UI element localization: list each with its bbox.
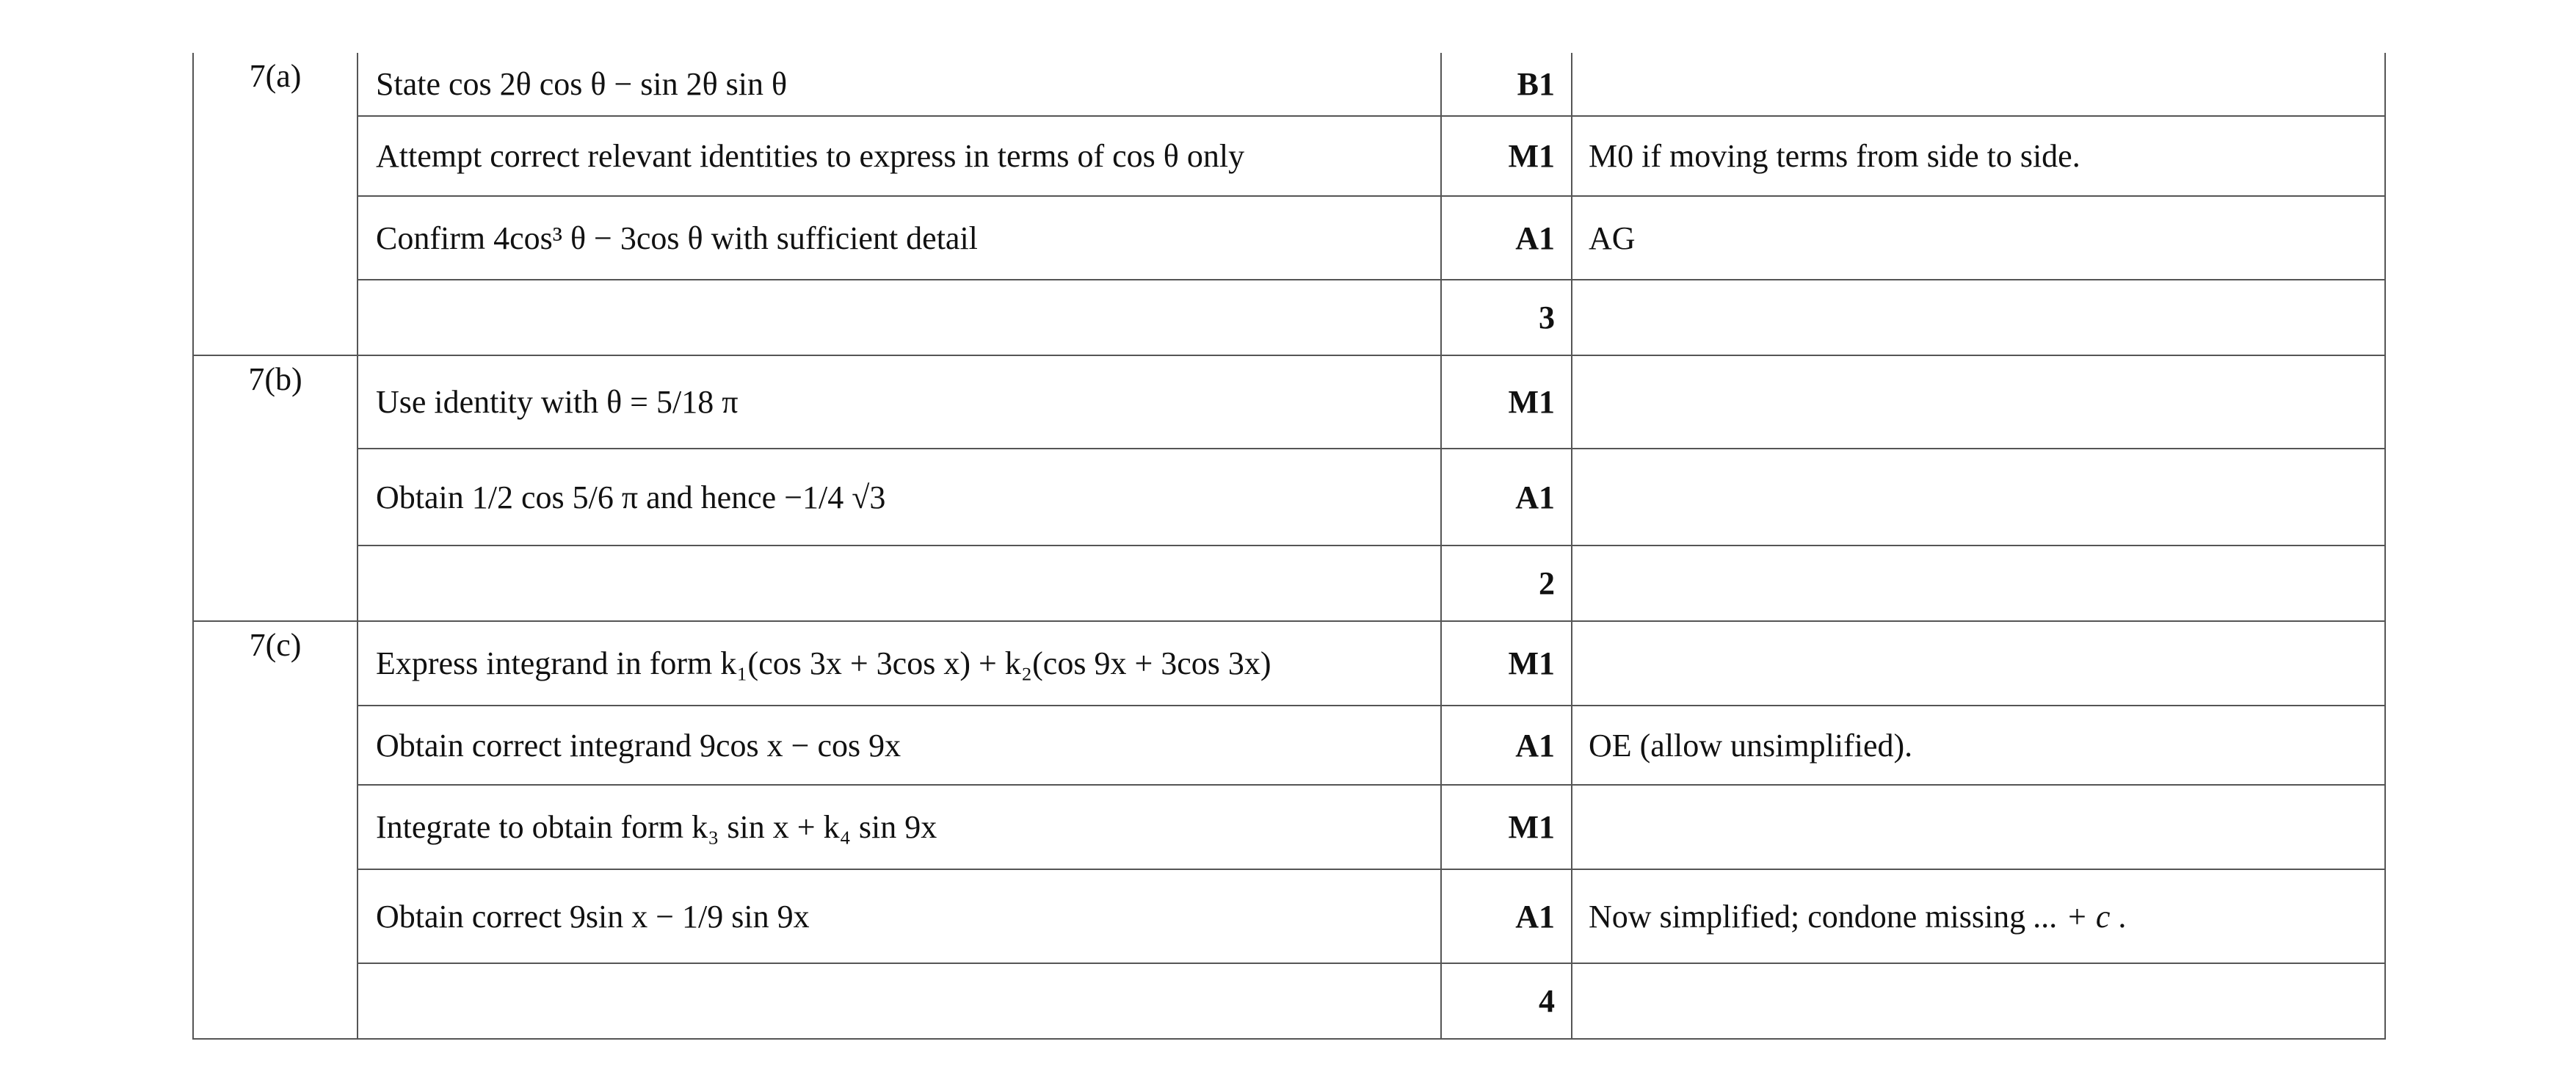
mark-cell: M1 [1441,785,1572,869]
table-row [193,449,2385,546]
answer-cell [358,706,1441,785]
guidance-text: Now simplified; condone missing [1589,898,2026,935]
answer-cell [358,53,1441,116]
answer-cell [358,449,1441,546]
answer-math: 1/2 cos 5/6 π [471,479,639,515]
answer-text: Integrate to obtain form [376,809,684,845]
answer-text: Obtain [376,479,464,515]
table-row [193,869,2385,963]
mark-cell: M1 [1441,621,1572,706]
answer-text: Use identity with [376,384,599,420]
table-row [193,785,2385,869]
answer-text: State [376,66,440,102]
answer-cell [358,621,1441,706]
answer-math: cos θ [1112,138,1179,174]
guidance-cell [1572,449,2385,546]
answer-text-mid: and hence [646,479,777,515]
guidance-cell [1572,280,2385,355]
table-row [193,280,2385,355]
guidance-cell [1572,785,2385,869]
question-number: 7(c) [193,621,358,1039]
guidance-math: ... + c [2033,898,2111,935]
answer-text: Obtain correct integrand [376,727,692,764]
mark-total: 3 [1441,280,1572,355]
table-row [193,706,2385,785]
guidance-cell [1572,869,2385,963]
table-row [193,621,2385,706]
mark-total: 4 [1441,963,1572,1039]
answer-math: 9cos x − cos 9x [700,727,901,764]
answer-text: Express integrand in form [376,645,713,681]
answer-cell [358,196,1441,280]
mark-cell: A1 [1441,196,1572,280]
mark-scheme-table [192,53,2386,1040]
table-row [193,546,2385,621]
guidance-cell [1572,355,2385,449]
answer-math: k₁(cos 3x + 3cos x) + k₂(cos 9x + 3cos 3x) [720,645,1271,681]
guidance-text-post: . [2118,898,2127,935]
table-row [193,116,2385,196]
question-number: 7(b) [193,355,358,621]
answer-cell [358,116,1441,196]
answer-cell [358,546,1441,621]
answer-text-post: with sufficient detail [711,220,978,256]
answer-math: 4cos³ θ − 3cos θ [493,220,703,256]
table-row [193,355,2385,449]
mark-cell: M1 [1441,116,1572,196]
question-number: 7(a) [193,53,358,355]
answer-cell [358,869,1441,963]
mark-total: 2 [1441,546,1572,621]
answer-cell [358,355,1441,449]
answer-math: 9sin x − 1/9 sin 9x [569,898,810,935]
mark-cell: A1 [1441,869,1572,963]
answer-text: Obtain correct [376,898,562,935]
table-row [193,53,2385,116]
answer-text-post: only [1186,138,1245,174]
answer-text: Confirm [376,220,486,256]
mark-cell: M1 [1441,355,1572,449]
answer-math: k₃ sin x + k₄ sin 9x [692,809,937,845]
answer-cell [358,280,1441,355]
answer-text: Attempt correct relevant identities to express in terms of [376,138,1105,174]
answer-cell [358,963,1441,1039]
table-row [193,963,2385,1039]
guidance-cell: AG [1572,196,2385,280]
guidance-cell [1572,53,2385,116]
answer-math: cos 2θ cos θ − sin 2θ sin θ [448,66,788,102]
answer-math: θ = 5/18 π [606,384,739,420]
guidance-cell: OE (allow unsimplified). [1572,706,2385,785]
guidance-cell [1572,963,2385,1039]
mark-cell: A1 [1441,449,1572,546]
mark-cell: A1 [1441,706,1572,785]
guidance-cell [1572,546,2385,621]
mark-cell: B1 [1441,53,1572,116]
answer-math: −1/4 √3 [784,479,886,515]
table-row [193,196,2385,280]
answer-cell [358,785,1441,869]
guidance-cell: M0 if moving terms from side to side. [1572,116,2385,196]
guidance-cell [1572,621,2385,706]
